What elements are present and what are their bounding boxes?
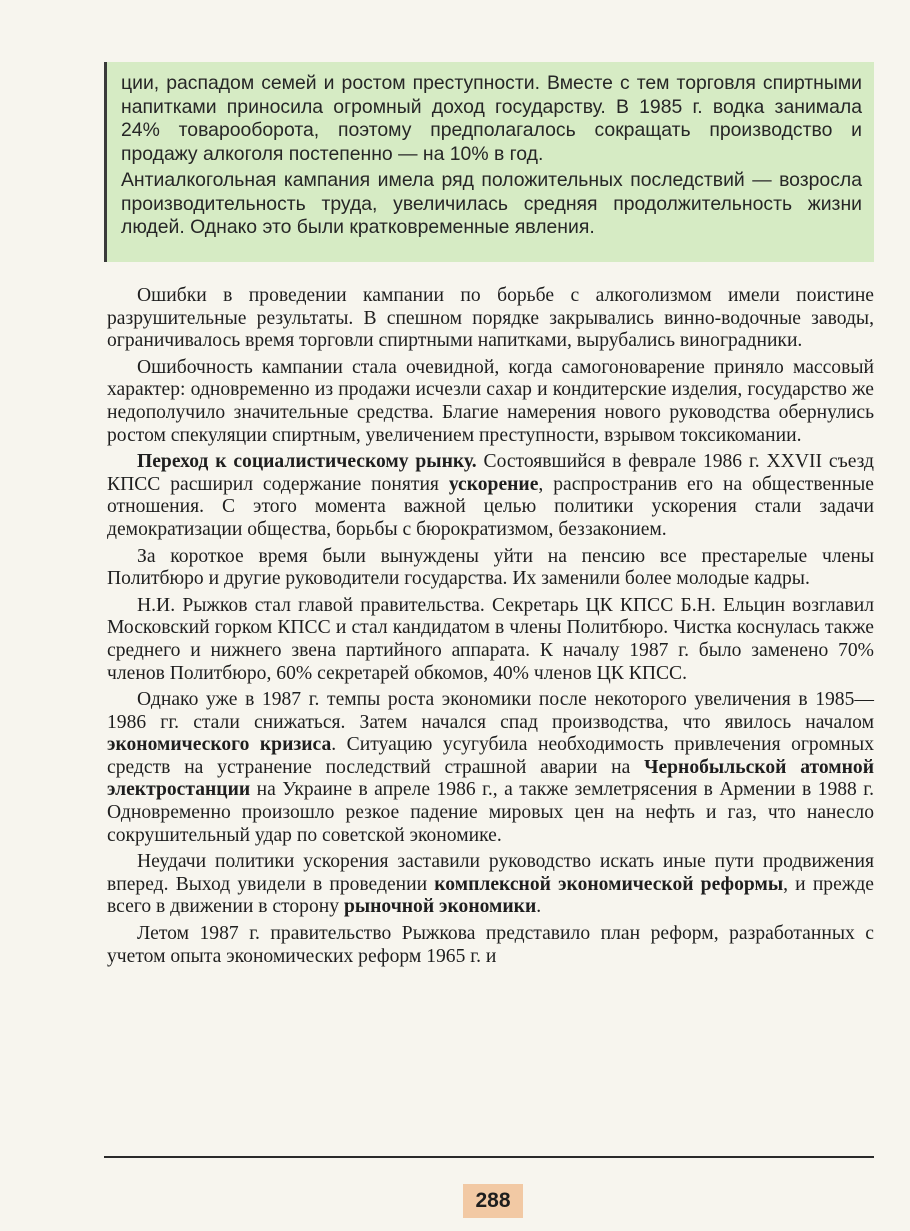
text-run: Состоявшийся в феврале 1986 г. XXVII съезд КПСС расширил содержание понятия	[107, 451, 874, 495]
key-term: рыночной экономики	[343, 896, 537, 918]
key-term: экономического кризиса	[107, 734, 332, 756]
paragraph: За короткое время были вынуждены уйти на пенсию все престарелые члены Политбюро и другие руководители государства. Их заменили более молодые кадры.	[107, 545, 874, 590]
text-run: Неудачи политики ускорения заставили руководство искать иные пути продвижения вперед. Выход увидели в проведении	[107, 851, 874, 895]
text-run: . Ситуацию усугубила необходимость привлечения огромных средств на устранение последствий страшной аварии на	[107, 734, 874, 778]
paragraph	[107, 851, 874, 919]
paragraph	[107, 689, 874, 847]
key-term: ускорение	[448, 473, 539, 495]
key-term: Чернобыльской атомной электростанции	[107, 756, 874, 801]
text-run: , распространив его на общественные отношения. С этого момента важной целью политики ускорения стали задачи демократизации общества, борьбы с бюрократизмом, беззаконием.	[107, 473, 874, 540]
paragraph	[107, 451, 874, 541]
text-run: , и прежде всего в движении в сторону	[107, 873, 874, 918]
main-text	[107, 285, 874, 972]
section-heading: Переход к социалистическому рынку.	[137, 451, 477, 473]
paragraph: Ошибки в проведении кампании по борьбе с алкоголизмом имели поистине разрушительные результаты. В спешном порядке закрывались винно-водочные заводы, ограничивалось время торговли спиртными напитками, вырубались виноградники.	[107, 285, 874, 352]
sidebar-paragraph: Антиалкогольная кампания имела ряд положительных последствий — возросла производительность труда, увеличилась средняя продолжительность жизни людей. Однако это были кратковременные явления.	[121, 169, 862, 238]
text-run: .	[536, 896, 542, 918]
sidebar-paragraph: ции, распадом семей и ростом преступности. Вместе с тем торговля спиртными напитками приносила огромный доход государству. В 1985 г. водка занимала 24% товарооборота, поэтому предполагалось сокращать производство и продажу алкоголя постепенно — на 10% в год.	[121, 72, 862, 165]
text-run: Однако уже в 1987 г. темпы роста экономики после некоторого увеличения в 1985—1986 гг. стали снижаться. Затем начался спад производства, что явилось началом	[107, 689, 874, 733]
text-run: на Украине в апреле 1986 г., а также землетрясения в Армении в 1988 г. Одновременно произошло резкое падение мировых цен на нефть и газ, что нанесло сокрушительный удар по советской экономике.	[107, 779, 874, 846]
paragraph: Н.И. Рыжков стал главой правительства. Секретарь ЦК КПСС Б.Н. Ельцин возглавил Московский горком КПСС и стал кандидатом в члены Политбюро. Чистка коснулась также среднего и нижнего звена партийного аппарата. К началу 1987 г. было заменено 70% членов Политбюро, 60% секретарей обкомов, 40% членов ЦК КПСС.	[107, 594, 874, 684]
footer-divider	[104, 1156, 874, 1158]
key-term: комплексной экономической реформы	[434, 873, 784, 895]
paragraph: Ошибочность кампании стала очевидной, когда самогоноварение приняло массовый характер: одновременно из продажи исчезли сахар и кондитерские изделия, государство же недополучило значительные средства. Благие намерения нового руководства обернулись ростом спекуляции спиртным, увеличением преступности, взрывом токсикомании.	[107, 356, 874, 446]
paragraph: Летом 1987 г. правительство Рыжкова представило план реформ, разработанных с учетом опыта экономических реформ 1965 г. и	[107, 923, 874, 967]
highlighted-text-box	[104, 62, 874, 262]
page-number: 288	[463, 1184, 523, 1218]
